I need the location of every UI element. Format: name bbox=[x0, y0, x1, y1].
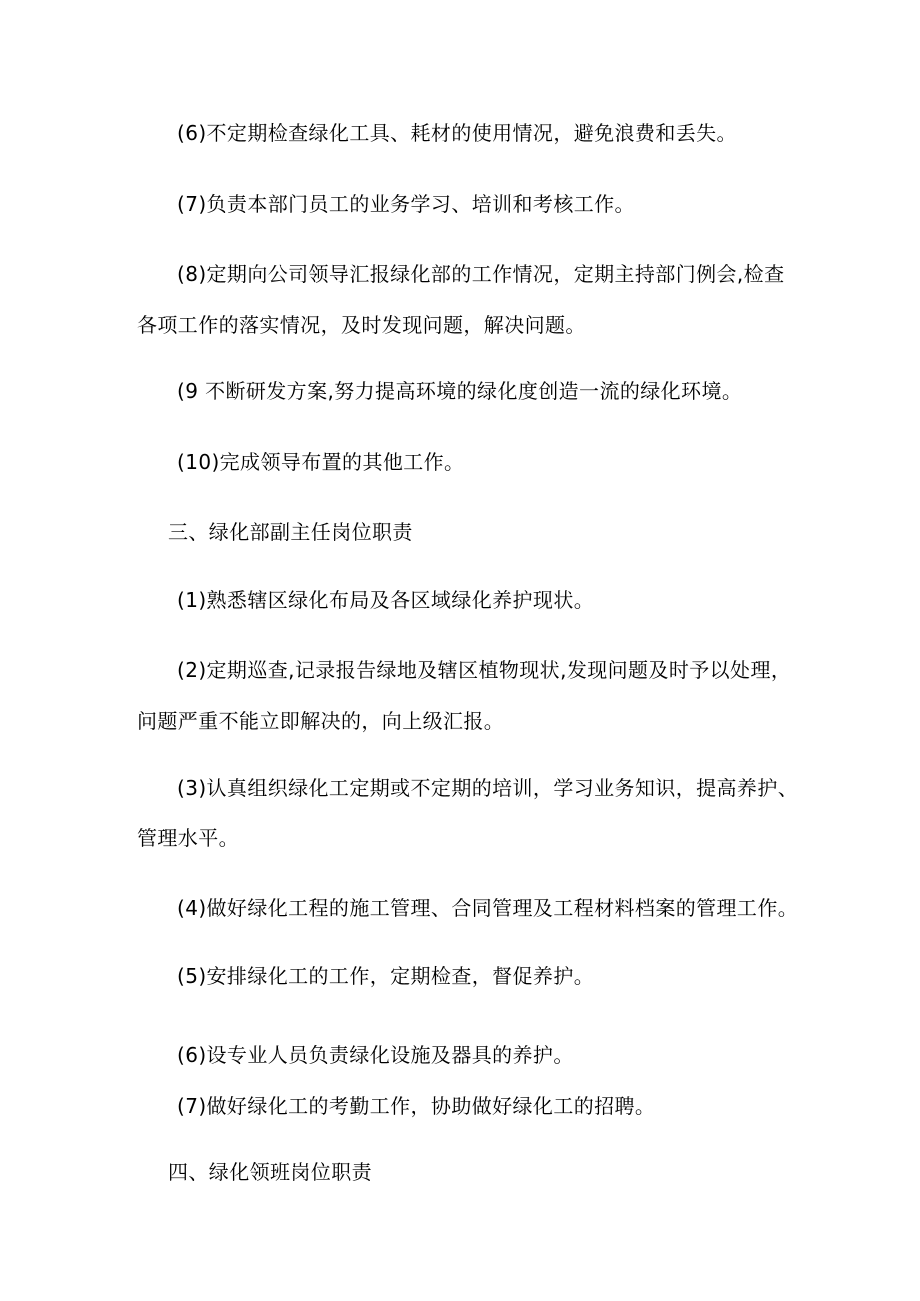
list-item-10: (10)完成领导布置的其他工作。 bbox=[177, 450, 465, 474]
list-item-5: (5)安排绿化工的工作，定期检查，督促养护。 bbox=[177, 964, 595, 988]
list-item-3: (3)认真组织绿化工定期或不定期的培训，学习业务知识，提高养护、 bbox=[177, 776, 799, 800]
list-item-4: (4)做好绿化工程的施工管理、合同管理及工程材料档案的管理工作。 bbox=[177, 896, 799, 920]
list-item-7: (7)负责本部门员工的业务学习、培训和考核工作。 bbox=[177, 192, 635, 216]
list-item-3-continued: 管理水平。 bbox=[137, 826, 239, 850]
list-item-8-continued: 各项工作的落实情况，及时发现问题，解决问题。 bbox=[137, 313, 586, 337]
list-item-7b: (7)做好绿化工的考勤工作，协助做好绿化工的招聘。 bbox=[177, 1094, 656, 1118]
list-item-2-continued: 问题严重不能立即解决的，向上级汇报。 bbox=[137, 709, 505, 733]
list-item-9: (9 不断研发方案,努力提高环境的绿化度创造一流的绿化环境。 bbox=[177, 379, 743, 403]
section-heading-team-leader: 四、绿化领班岗位职责 bbox=[168, 1160, 372, 1184]
list-item-6b: (6)设专业人员负责绿化设施及器具的养护。 bbox=[177, 1043, 574, 1067]
list-item-2: (2)定期巡查,记录报告绿地及辖区植物现状,发现问题及时予以处理， bbox=[177, 658, 792, 682]
section-heading-vice-director: 三、绿化部副主任岗位职责 bbox=[168, 520, 413, 544]
list-item-8: (8)定期向公司领导汇报绿化部的工作情况，定期主持部门例会,检查 bbox=[177, 262, 785, 286]
list-item-6: (6)不定期检查绿化工具、耗材的使用情况，避免浪费和丢失。 bbox=[177, 121, 737, 145]
list-item-1: (1)熟悉辖区绿化布局及各区域绿化养护现状。 bbox=[177, 588, 595, 612]
